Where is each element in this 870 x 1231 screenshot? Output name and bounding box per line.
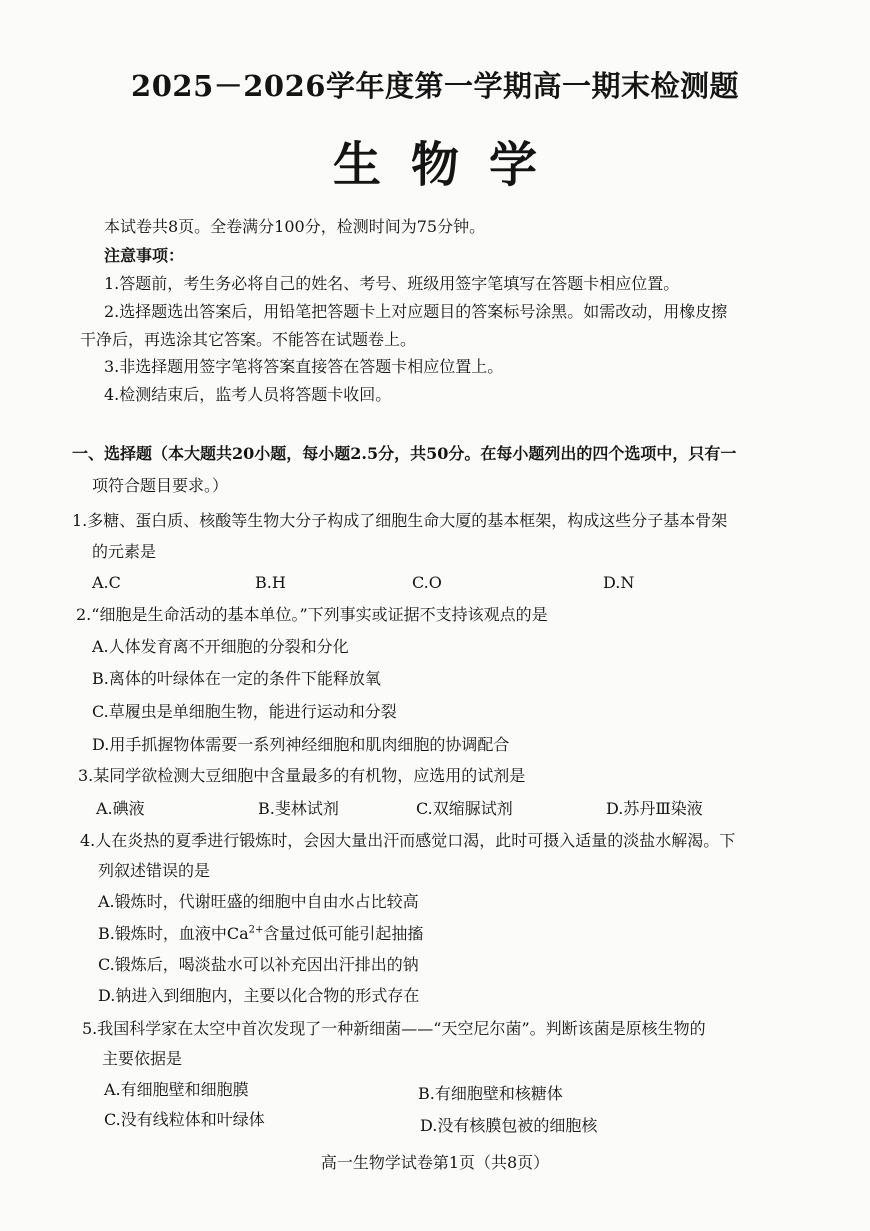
- option-b: B.离体的叶绿体在一定的条件下能释放氧: [92, 669, 381, 688]
- question-stem: 4.人在炎热的夏季进行锻炼时，会因大量出汗而感觉口渴，此时可摄入适量的淡盐水解渴。下: [80, 831, 736, 850]
- notes-heading: 注意事项：: [104, 246, 185, 265]
- calcium-charge: 2+: [248, 924, 264, 936]
- note-item: 4.检测结束后，监考人员将答题卡收回。: [104, 385, 392, 404]
- option-a: A.人体发育离不开细胞的分裂和分化: [92, 637, 349, 656]
- option-c: C.双缩脲试剂: [416, 799, 513, 818]
- option-c: C.草履虫是单细胞生物，能进行运动和分裂: [92, 702, 397, 721]
- question-stem: 3.某同学欲检测大豆细胞中含量最多的有机物，应选用的试剂是: [78, 766, 526, 785]
- option-c: C.锻炼后，喝淡盐水可以补充因出汗排出的钠: [98, 955, 419, 974]
- question-stem-cont: 的元素是: [92, 542, 157, 561]
- option-c: C.O: [412, 573, 442, 592]
- note-item: 3.非选择题用签字笔将答案直接答在答题卡相应位置上。: [104, 357, 504, 376]
- question-stem: 5.我国科学家在太空中首次发现了一种新细菌——“天空尼尔菌”。判断该菌是原核生物的: [82, 1019, 706, 1038]
- note-item: 2.选择题选出答案后，用铅笔把答题卡上对应题目的答案标号涂黑。如需改动，用橡皮擦: [104, 302, 728, 321]
- page-footer: 高一生物学试卷第1页（共8页）: [320, 1153, 550, 1172]
- subject-title: 生物学: [332, 137, 567, 193]
- option-b-tail: 含量过低可能引起抽搐: [263, 924, 424, 943]
- option-b: B.H: [255, 573, 286, 592]
- option-b: B.斐林试剂: [258, 799, 339, 818]
- option-a: A.锻炼时，代谢旺盛的细胞中自由水占比较高: [98, 892, 419, 911]
- note-item: 干净后，再选涂其它答案。不能答在试题卷上。: [80, 330, 417, 349]
- option-d: D.苏丹Ⅲ染液: [606, 799, 703, 818]
- option-d: D.N: [603, 573, 635, 592]
- question-stem-cont: 列叙述错误的是: [98, 861, 211, 880]
- calcium-symbol: Ca: [226, 924, 249, 943]
- question-stem-cont: 主要依据是: [102, 1049, 183, 1068]
- option-b: [98, 924, 423, 944]
- option-b: B.有细胞壁和核糖体: [418, 1084, 563, 1103]
- option-a: A.碘液: [96, 799, 145, 818]
- exam-title: 2025－2026学年度第一学期高一期末检测题: [131, 69, 739, 103]
- option-b-text: B.锻炼时，血液中: [98, 924, 227, 943]
- option-d: D.用手抓握物体需要一系列神经细胞和肌肉细胞的协调配合: [92, 735, 510, 754]
- option-d: D.钠进入到细胞内，主要以化合物的形式存在: [98, 986, 420, 1005]
- option-c: C.没有线粒体和叶绿体: [104, 1110, 265, 1129]
- section-heading: 一、选择题（本大题共20小题，每小题2.5分，共50分。在每小题列出的四个选项中，只有一: [72, 444, 737, 463]
- question-stem: 2.“细胞是生命活动的基本单位。”下列事实或证据不支持该观点的是: [76, 605, 548, 624]
- option-a: A.有细胞壁和细胞膜: [104, 1080, 249, 1099]
- note-item: 1.答题前，考生务必将自己的姓名、考号、班级用签字笔填写在答题卡相应位置。: [104, 274, 680, 293]
- question-stem: 1.多糖、蛋白质、核酸等生物大分子构成了细胞生命大厦的基本框架，构成这些分子基本骨架: [72, 511, 728, 530]
- option-a: A.C: [92, 573, 121, 592]
- option-d: D.没有核膜包被的细胞核: [420, 1116, 598, 1135]
- intro-text: 本试卷共8页。全卷满分100分，检测时间为75分钟。: [104, 217, 486, 236]
- section-heading-cont: 项符合题目要求。）: [92, 476, 229, 495]
